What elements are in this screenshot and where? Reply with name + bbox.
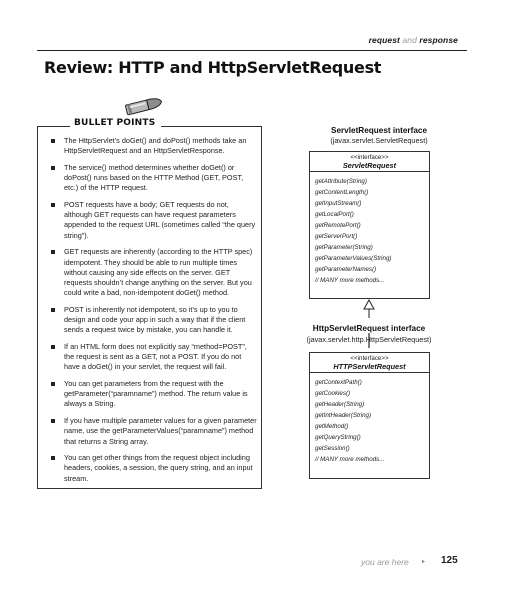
servlet-request-title: ServletRequest interface [330,126,427,135]
footer-you-are-here: you are here [361,557,409,567]
bullet-item: POST is inherently not idempotent, so it’s up to you to design and code your app in such a way that if the client sends a request twice by mistake, you can handle it. [49,305,257,336]
bullet-item: The service() method determines whether doGet() or doPost() runs based on the HTTP Method (GET, POST, etc.) of the HTTP request. [49,163,257,194]
bullet-item: If you have multiple parameter values for a given parameter name, use the getParameterValues(“paramname”) method that returns a String array. [49,416,257,447]
uml-method: getIntHeader(String) [315,412,372,419]
servlet-request-uml [309,151,430,299]
bullet-item: GET requests are inherently (according to the HTTP spec) idempotent. They should be able to run multiple times without causing any side effects on the server. GET requests shouldn’t change anything on the server. But you could write a bad, non-idempotent doGet() method. [49,247,257,298]
bullet-item: POST requests have a body; GET requests do not, although GET requests can have request parameters appended to the request URL (sometimes called “the query string”). [49,200,257,241]
uml-method: getAttribute(String) [315,178,367,185]
uml-method: getInputStream() [315,200,362,207]
servlet-request-name: ServletRequest [342,161,397,170]
page-number: 125 [441,555,458,566]
http-servlet-request-package: (javax.servlet.http.HttpServletRequest) [306,335,432,344]
uml-method: getRemotePort() [315,222,361,229]
servlet-request-package: (javax.servlet.ServletRequest) [330,136,428,145]
http-servlet-request-title: HttpServletRequest interface [312,324,426,333]
uml-method: getQueryString() [315,434,361,441]
http-servlet-request-name: HTTPServletRequest [333,362,406,371]
uml-method: // MANY more methods... [315,277,385,284]
footer-arrow-icon: ▸ [422,559,426,565]
http-servlet-request-stereotype: <<interface>> [350,355,389,362]
uml-method: getHeader(String) [315,401,365,408]
uml-method: getCookies() [315,390,351,397]
uml-method: getLocalPort() [315,211,354,218]
http-servlet-request-uml-header [310,353,429,373]
header-and: and [402,35,417,45]
running-header [369,35,458,45]
servlet-request-uml-header [310,152,429,172]
http-servlet-request-uml [309,352,430,479]
uml-method: getParameterValues(String) [315,255,392,262]
page-title: Review: HTTP and HttpServletRequest [44,58,382,77]
header-rule [37,50,467,51]
bullet-item: If an HTML form does not explicitly say “method=POST”, the request is sent as a GET, not a POST. If you do not have a doGet() in your servlet, the request will fail. [49,342,257,373]
uml-method: getContentLength() [315,189,369,196]
uml-method: getMethod() [315,423,349,430]
bullet-item: You can get other things from the request object including headers, cookies, a session, the query string, and an input stream. [49,453,257,484]
uml-method: getParameter(String) [315,244,373,251]
servlet-request-methods [310,172,429,286]
http-servlet-request-methods [310,373,429,465]
uml-method: getContextPath() [315,379,362,386]
uml-method: getParameterNames() [315,266,377,273]
servlet-request-stereotype: <<interface>> [350,154,389,161]
bullet-points-list [49,136,257,490]
uml-method: // MANY more methods... [315,456,385,463]
uml-method: getServerPort() [315,233,358,240]
bullet-icon [122,95,164,117]
header-response: response [419,35,458,45]
header-request: request [368,35,400,45]
bullet-points-label: BULLET POINTS [74,118,156,128]
bullet-item: You can get parameters from the request with the getParameter(“paramname”) method. The return value is always a String. [49,379,257,410]
uml-method: getSession() [315,445,350,452]
bullet-item: The HttpServlet’s doGet() and doPost() methods take an HttpServletRequest and an HttpServletResponse. [49,136,257,156]
